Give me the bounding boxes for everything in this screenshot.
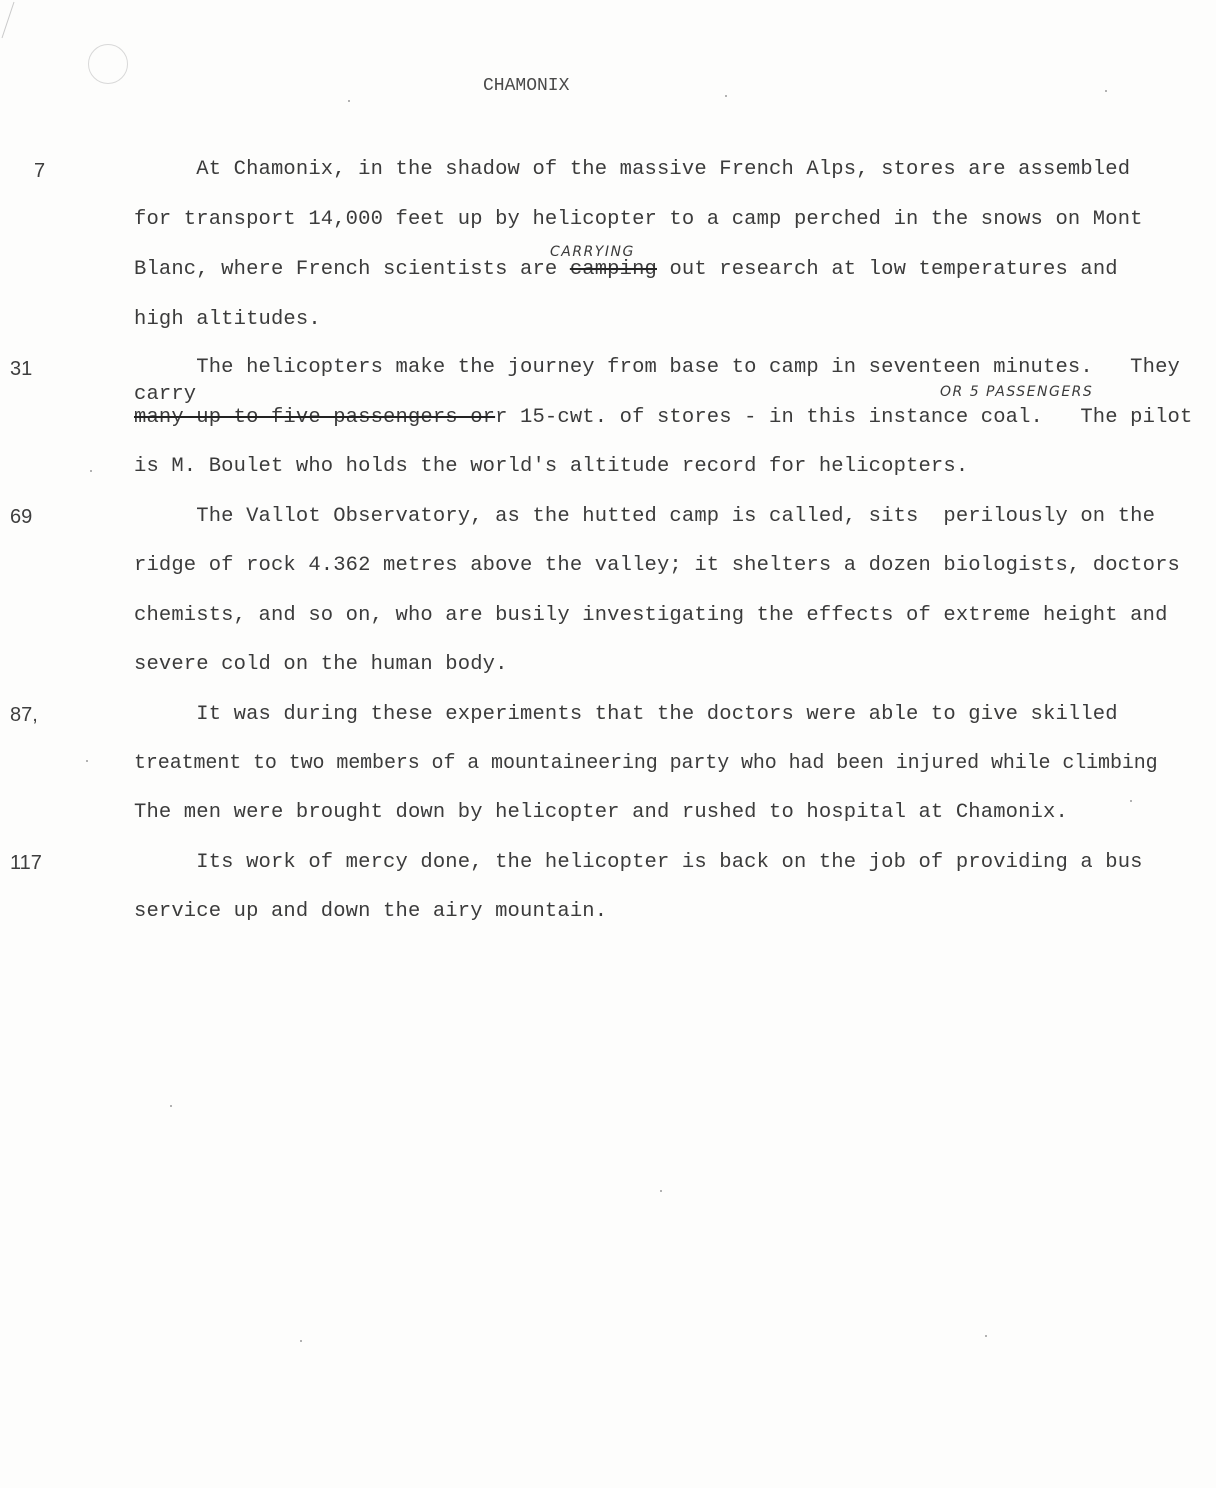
text-line: chemists, and so on, who are busily investigating the effects of extreme height and <box>134 604 1168 627</box>
scan-speck <box>1105 90 1107 92</box>
paragraph-number: 69 <box>10 506 33 528</box>
text-line: high altitudes. <box>134 308 321 331</box>
scan-speck <box>170 1105 172 1107</box>
handwritten-correction: OR 5 PASSENGERS <box>940 384 1094 400</box>
scan-speck <box>725 95 727 97</box>
folded-corner-mark <box>0 0 40 40</box>
scan-speck <box>985 1335 987 1337</box>
scan-speck <box>90 470 92 472</box>
paragraph-number: 7 <box>34 160 46 182</box>
text-line: is M. Boulet who holds the world's altitude record for helicopters. <box>134 455 969 478</box>
text-line: It was during these experiments that the doctors were able to give skilled <box>134 703 1118 726</box>
text-line-end: out research at low temperatures and <box>657 258 1118 281</box>
text-line <box>134 406 1192 429</box>
text-line-end: r 15-cwt. of stores - in this instance coal. The pilot <box>495 406 1193 429</box>
struck-text: many up to five passengers or <box>134 406 496 429</box>
text-line: for transport 14,000 feet up by helicopter to a camp perched in the snows on Mont <box>134 208 1143 231</box>
punch-hole-mark <box>88 44 128 84</box>
struck-word: camping <box>569 258 657 281</box>
text-line: treatment to two members of a mountaineering party who had been injured while climbing <box>134 752 1158 775</box>
text-line: carry <box>134 383 197 406</box>
handwritten-correction: CARRYING <box>550 244 635 260</box>
paragraph-number: 87, <box>10 704 38 726</box>
scan-speck <box>660 1190 662 1192</box>
text-line: The men were brought down by helicopter and rushed to hospital at Chamonix. <box>134 801 1068 824</box>
document-title: CHAMONIX <box>483 76 570 96</box>
text-line: service up and down the airy mountain. <box>134 900 608 923</box>
text-line <box>134 258 1118 281</box>
scan-speck <box>86 760 88 762</box>
text-line-start: Blanc, where French scientists are <box>134 258 570 281</box>
text-line: severe cold on the human body. <box>134 653 508 676</box>
text-line: At Chamonix, in the shadow of the massive French Alps, stores are assembled <box>134 158 1131 181</box>
text-line: The helicopters make the journey from base to camp in seventeen minutes. They <box>134 356 1180 379</box>
scan-speck <box>348 100 350 102</box>
paragraph-number: 31 <box>10 358 33 380</box>
text-line: ridge of rock 4.362 metres above the valley; it shelters a dozen biologists, doctors <box>134 554 1180 577</box>
text-line: Its work of mercy done, the helicopter is back on the job of providing a bus <box>134 851 1143 874</box>
scan-speck <box>1130 800 1132 802</box>
paragraph-number: 117 <box>10 852 42 874</box>
scan-speck <box>300 1340 302 1342</box>
text-line: The Vallot Observatory, as the hutted camp is called, sits perilously on the <box>134 505 1156 528</box>
